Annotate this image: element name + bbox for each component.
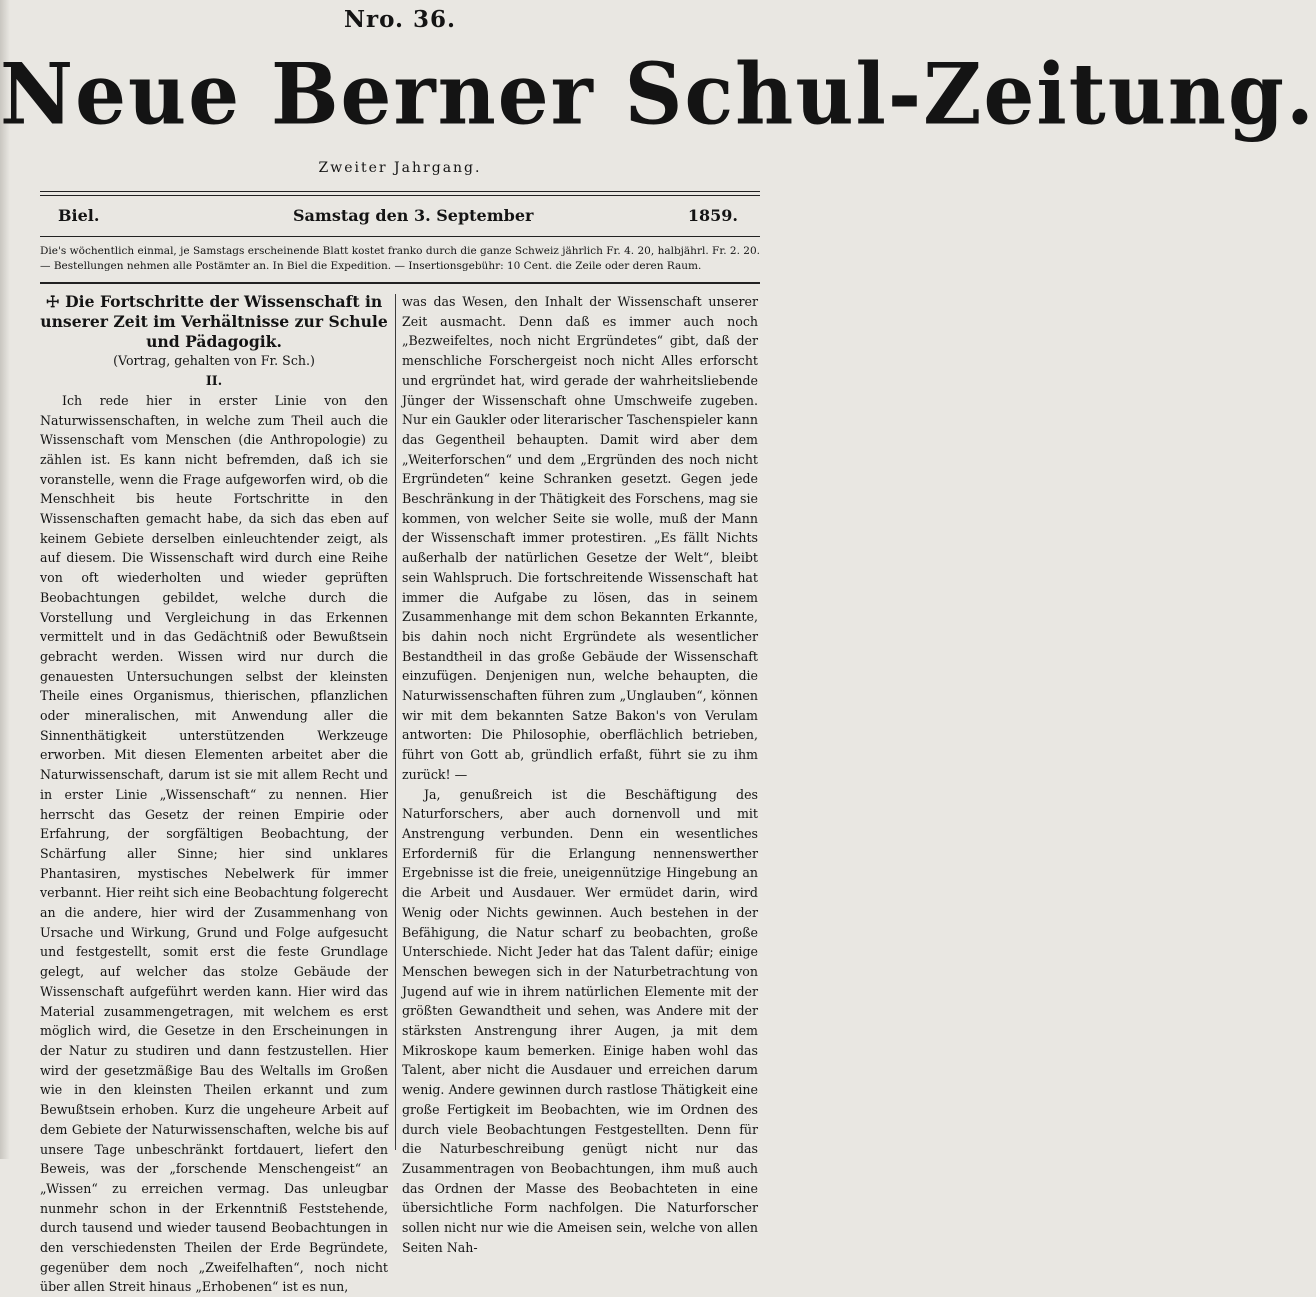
rule-top [40,191,760,192]
rule-top-thin [40,195,760,196]
right-column [402,292,758,1257]
left-column [40,292,388,1297]
issue-number: Nro. 36. [343,6,457,33]
cross-marker-icon: ☩ [45,292,60,311]
right-paragraph-1: was das Wesen, den Inhalt der Wissenschaft unserer Zeit ausmacht. Denn daß es immer auch noch „Bezweifeltes, noch nicht Ergründetes“ gibt, daß der menschliche Forschergeist noch nicht Alles erforscht und ergründet hat, wird gerade der wahrheitsliebende Jünger der Wissenschaft ohne Umschweife zugeben. Nur ein Gaukler oder literarischer Taschenspieler kann das Gegentheil behaupten. Damit wird aber dem „Weiterforschen“ und dem „Ergründen des noch nicht Ergründeten“ keine Schranken gesetzt. Gegen jede Beschränkung in der Thätigkeit des Forschens, mag sie kommen, von welcher Seite sie wolle, muß der Mann der Wissenschaft immer protestiren. „Es fällt Nichts außerhalb der natürlichen Gesetze der Welt“, bleibt sein Wahlspruch. Die fortschreitende Wissenschaft hat immer die Aufgabe zu lösen, das in seinem Zusammenhange mit dem schon Bekannten Erkannte, bis dahin noch nicht Ergründete als wesentlicher Bestandtheil in das große Gebäude der Wissenschaft einzufügen. Denjenigen nun, welche behaupten, die Naturwissenschaften führen zum „Unglauben“, können wir mit dem bekannten Satze Bakon's von Verulam antworten: Die Philosophie, oberflächlich betrieben, führt von Gott ab, gründlich erfaßt, führt sie zu ihm zurück! — [402,294,758,782]
rule-above-columns [40,282,760,284]
dateline-place: Biel. [58,206,100,225]
subscription-notice: Die's wöchentlich einmal, je Samstags erscheinende Blatt kostet franko durch die ganze Schweiz jährlich Fr. 4. 20, halbjährl. Fr. 2. 20. — Bestellungen nehmen alle Postämter an. In Biel die Expedition. — Insertionsgebühr: 10 Cent. die Zeile oder deren Raum. [40,245,760,272]
dateline [58,206,738,230]
masthead-title: Neue Berner Schul-Zeitung. [0,44,1316,144]
left-paragraph-1: Ich rede hier in erster Linie von den Naturwissenschaften, in welche zum Theil auch die Wissenschaft vom Menschen (die Anthropologie) zu zählen ist. Es kann nicht befremden, daß ich sie voranstelle, wenn die Frage aufgeworfen wird, ob die Menschheit bis heute Fortschritte in den Wissenschaften gemacht habe, da sich das eben auf keinem Gebiete derselben einleuchtender zeigt, als auf diesem. Die Wissenschaft wird durch eine Reihe von oft wiederholten und wieder geprüften Beobachtungen gebildet, welche durch die Vorstellung und Vergleichung in das Erkennen vermittelt und in das Gedächtniß oder Bewußtsein gebracht werden. Wissen wird nur durch die genauesten Untersuchungen selbst der kleinsten Theile eines Organismus, thierischen, pflanzlichen oder mineralischen, mit Anwendung aller die Sinnenthätigkeit unterstützenden Werkzeuge erworben. Mit diesen Elementen arbeitet aber die Naturwissenschaft, darum ist sie mit allem Recht und in erster Linie „Wissenschaft“ zu nennen. Hier herrscht das Gesetz der reinen Empirie oder Erfahrung, der sorgfältigen Beobachtung, der Schärfung aller Sinne; hier sind unklares Phantasiren, mystisches Nebelwerk für immer verbannt. Hier reiht sich eine Beobachtung folgerecht an die andere, hier wird der Zusammenhang von Ursache und Wirkung, Grund und Folge aufgesucht und festgestellt, somit erst die feste Grundlage gelegt, auf welcher das stolze Gebäude der Wissenschaft aufgeführt werden kann. Hier wird das Material zusammengetragen, mit welchem es erst möglich wird, die Gesetze in den Erscheinungen in der Natur zu studiren und dann festzustellen. Hier wird der gesetzmäßige Bau des Weltalls im Großen wie in den kleinsten Theilen erkannt und zum Bewußtsein erhoben. Kurz die ungeheure Arbeit auf dem Gebiete der Naturwissenschaften, welche bis auf unsere Tage unbeschränkt fortdauert, liefert den Beweis, was der „forschende Menschengeist“ an „Wissen“ zu erreichen vermag. Das unleugbar nunmehr schon in der Erkenntniß Feststehende, durch tausend und wieder tausend Beobachtungen in den verschiedensten Theilen der Erde Begründete, gegenüber dem noch „Zweifelhaften“, noch nicht über allen Streit hinaus „Erhobenen“ ist es nun, [40,392,388,1295]
article-part-number: II. [205,373,223,389]
article-headline-text: Die Fortschritte der Wissenschaft in unserer Zeit im Verhältnisse zur Schule und Pädagogik. [40,292,388,351]
dateline-date: Samstag den 3. September [293,206,534,225]
article-headline [40,292,388,351]
rule-under-dateline [40,236,760,237]
dateline-year: 1859. [687,206,738,225]
article-subtitle: (Vortrag, gehalten von Fr. Sch.) [113,353,315,369]
column-divider [395,294,396,1150]
right-paragraph-2: Ja, genußreich ist die Beschäftigung des Naturforschers, aber auch dornenvoll und mit Anstrengung verbunden. Denn ein wesentliches Erforderniß für die Erlangung nennenswerther Ergebnisse ist die freie, uneigennützige Hingebung an die Arbeit und Ausdauer. Wer ermüdet darin, wird Wenig oder Nichts gewinnen. Auch bestehen in der Befähigung, die Natur scharf zu beobachten, große Unterschiede. Nicht Jeder hat das Talent dafür; einige Menschen bewegen sich in der Naturbetrachtung von Jugend auf wie in ihrem natürlichen Elemente mit der größten Gewandtheit und sehen, was Andere mit der stärksten Anstrengung ihrer Augen, ja mit dem Mikroskope kaum bemerken. Einige haben wohl das Talent, aber nicht die Ausdauer und erreichen darum wenig. Andere gewinnen durch rastlose Thätigkeit eine große Fertigkeit im Beobachten, wie im Ordnen des durch viele Beobachtungen Festgestellten. Denn für die Naturbeschreibung genügt nicht nur das Zusammentragen von Beobachtungen, ihm muß auch das Ordnen der Masse des Beobachteten in eine übersichtliche Form nachfolgen. Die Naturforscher sollen nicht nur wie die Ameisen sein, welche von allen Seiten Nah- [402,786,758,1255]
volume-line: Zweiter Jahrgang. [318,160,482,176]
